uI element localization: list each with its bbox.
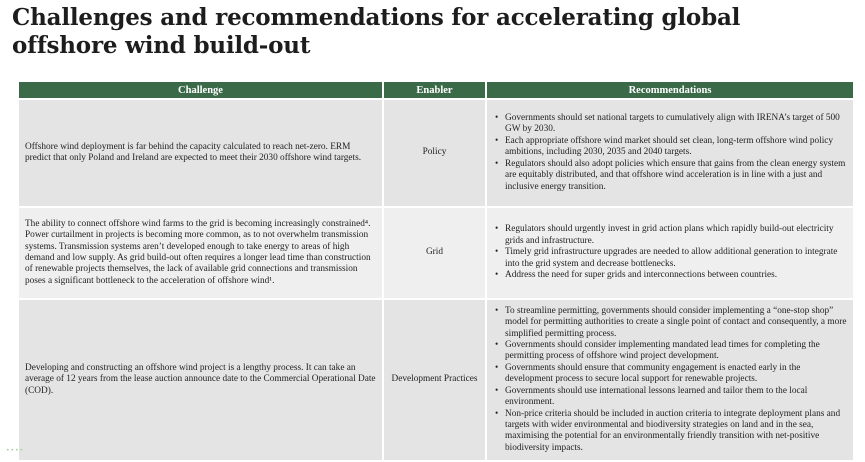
header-challenge: Challenge — [19, 82, 383, 99]
recommendation-item: • Regulators should urgently invest in grid action plans which rapidly build-out electricity grids and infrastructure. — [505, 224, 847, 247]
enabler-cell: Policy — [383, 99, 486, 207]
recommendation-item: • Non-price criteria should be included in auction criteria to integrate deployment plans and targets with wider environmental and biodiversity strategies on land and in the sea, maximising the potential for an environmentally friendly transition with net-positive biodiversity impacts. — [505, 409, 847, 455]
recommendations-list — [493, 224, 847, 281]
header-recommendations: Recommendations — [486, 82, 853, 99]
recommendations-list — [493, 306, 847, 454]
recommendation-item: • Regulators should also adopt policies which ensure that gains from the clean energy system are equitably distributed, and that offshore wind acceleration is in line with a just and inclusive energy transition. — [505, 159, 847, 193]
table-row-development-practices — [19, 299, 853, 461]
recommendation-item: • Timely grid infrastructure upgrades are needed to allow additional generation to integrate into the grid system and decrease bottlenecks. — [505, 247, 847, 270]
recommendations-list — [493, 113, 847, 193]
recommendation-item: • Governments should consider implementing mandated lead times for completing the permitting process of offshore wind project development. — [505, 340, 847, 363]
recommendation-item: • To streamline permitting, governments should consider implementing a “one-stop shop” model for permitting authorities to create a single point of contact and consequently, a more simplified permitting process. — [505, 306, 847, 340]
header-enabler: Enabler — [383, 82, 486, 99]
challenge-cell: The ability to connect offshore wind farms to the grid is becoming increasingly constrained⁴. Power curtailment in projects is becoming more common, as to not overwhelm transmission systems. Transmission systems aren’t developed enough to take energy to areas of high demand and low supply. As grid build-out often requires a longer lead time than construction of renewable projects themselves, the lack of available grid connections and transmission poses a significant bottleneck to the acceleration of offshore wind¹. — [19, 207, 383, 299]
page-title: Challenges and recommendations for accelerating global offshore wind build-out — [12, 4, 741, 59]
challenge-cell: Developing and constructing an offshore wind project is a lengthy process. It can take an average of 12 years from the lease auction announce date to the Commercial Operational Date (COD). — [19, 299, 383, 461]
table-row-grid — [19, 207, 853, 299]
enabler-cell: Development Practices — [383, 299, 486, 461]
recommendations-cell — [486, 299, 853, 461]
recommendation-item: • Each appropriate offshore wind market should set clean, long-term offshore wind policy ambitions, including 2030, 2035 and 2040 targets. — [505, 136, 847, 159]
recommendation-item: • Governments should use international lessons learned and tailor them to the local environment. — [505, 386, 847, 409]
decorative-dots: •••• — [6, 447, 25, 454]
table-row-policy — [19, 99, 853, 207]
challenge-cell: Offshore wind deployment is far behind the capacity calculated to reach net-zero. ERM predict that only Poland and Ireland are expected to meet their 2030 offshore wind targets. — [19, 99, 383, 207]
recommendation-item: • Governments should ensure that community engagement is enacted early in the development process to secure local support for renewable projects. — [505, 363, 847, 386]
recommendations-cell — [486, 99, 853, 207]
recommendation-item: • Address the need for super grids and interconnections between countries. — [505, 270, 847, 281]
enabler-cell: Grid — [383, 207, 486, 299]
recommendation-item: • Governments should set national targets to cumulatively align with IRENA’s target of 500 GW by 2030. — [505, 113, 847, 136]
table-header-row — [19, 82, 853, 99]
challenges-table — [19, 82, 853, 462]
recommendations-cell — [486, 207, 853, 299]
